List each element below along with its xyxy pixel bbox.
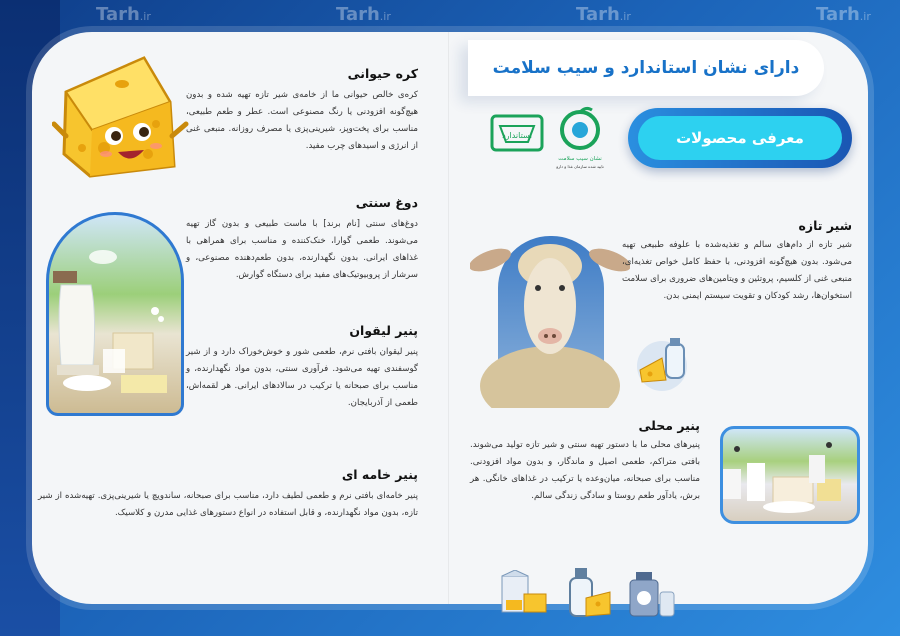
product-title: پنیر خامه ای <box>341 467 418 482</box>
product-description: کره‌ی خالص حیوانی ما از خامه‌ی شیر تازه تهیه شده و بدون هیچ‌گونه افزودنی یا رنگ مصنوعی است. عطر و طعم طبیعی، مناسب برای پخت‌وپز، شیرینی‌پزی یا مصرف روزانه. منبعی غنی از انرژی و اسیدهای چرب مفید. <box>186 90 418 151</box>
sheep-illustration <box>470 236 630 408</box>
watermark: Tarh.ir <box>96 4 151 25</box>
product-description: دوغ‌های سنتی [نام برند] با ماست طبیعی و بدون گاز تهیه می‌شوند. طعمی گوارا، خنک‌کننده و مناسب برای همراهی با غذاهای ایرانی. بدون نگهدارنده، بدون طعم‌دهنده مصنوعی، و سرشار از پروبیوتیک‌های مفید برای دستگاه گوارش. <box>186 219 418 280</box>
milk-cheese-icon <box>632 334 696 392</box>
product-title: پنیر لیقوان <box>349 323 418 338</box>
health-apple-logo <box>552 104 608 174</box>
product-local-cheese <box>470 418 700 505</box>
milk-carton-icon <box>498 570 548 616</box>
section-title: معرفی محصولات <box>676 129 804 147</box>
product-title: پنیر محلی <box>638 418 700 433</box>
product-description: پنیر خامه‌ای بافتی نرم و طعمی لطیف دارد، مناسب برای صبحانه، ساندویچ یا شیرینی‌پزی. تهیه‌شده از شیر تازه، بدون مواد نگهدارنده، و قابل استفاده در انواع دستورهای غذایی مدرن و کلاسیک. <box>38 491 418 518</box>
health-logo-line2: تایید شده سازمان غذا و دارو <box>556 164 604 169</box>
fold-line <box>448 32 449 604</box>
health-logo-line1: نشان سیب سلامت <box>558 156 602 162</box>
product-title: دوغ سنتی <box>355 195 418 210</box>
product-description: پنیر لیقوان بافتی نرم، طعمی شور و خوش‌خوراک دارد و از شیر گوسفندی تهیه می‌شود. فرآوری سنتی، بدون مواد نگهدارنده، و مناسب برای صبحانه یا ترکیب در سالادهای ایرانی. هر لقمه‌اش، طعمی از آذربایجان. <box>186 347 418 408</box>
page-title: دارای نشان استاندارد و سیب سلامت <box>492 58 800 78</box>
product-butter <box>186 66 418 155</box>
product-description: پنیرهای محلی ما با دستور تهیه سنتی و شیر تازه تولید می‌شوند. بافتی متراکم، طعمی اصیل و ماندگار، و بدون مواد افزودنی. مناسب برای صبحانه، میان‌وعده یا ترکیب در غذاهای خانگی. هر برش، یادآور طعم روستا و سادگی زندگی سالم. <box>470 440 700 501</box>
header-title-pill <box>468 40 824 96</box>
section-title-tab <box>628 108 852 168</box>
watermark: Tarh.ir <box>816 4 871 25</box>
product-doogh <box>186 195 418 284</box>
watermark: Tarh.ir <box>576 4 631 25</box>
watermark: Tarh.ir <box>336 4 391 25</box>
local-cheese-photo <box>720 426 860 524</box>
product-lighvan-cheese <box>186 323 418 412</box>
product-description: شیر تازه از دام‌های سالم و تغذیه‌شده با علوفه طبیعی تهیه می‌شود. بدون هیچ‌گونه افزودنی، با حفظ کامل خواص تغذیه‌ای، منبعی غنی از کلسیم، پروتئین و ویتامین‌های ضروری برای سلامت استخوان‌ها، رشد کودکان و تقویت سیستم ایمنی بدن. <box>622 240 852 301</box>
cheese-mascot-illustration <box>52 44 190 184</box>
product-title: کره حیوانی <box>347 66 418 81</box>
milk-jug-cow-icon <box>626 570 676 618</box>
product-fresh-milk <box>622 218 852 305</box>
standard-logo-text: استاندارد <box>502 131 532 140</box>
product-cream-cheese <box>38 467 418 522</box>
dairy-products-photo <box>46 212 184 416</box>
standard-logo <box>490 114 544 152</box>
product-title: شیر تازه <box>798 218 852 233</box>
milk-bottle-icon <box>566 566 614 618</box>
